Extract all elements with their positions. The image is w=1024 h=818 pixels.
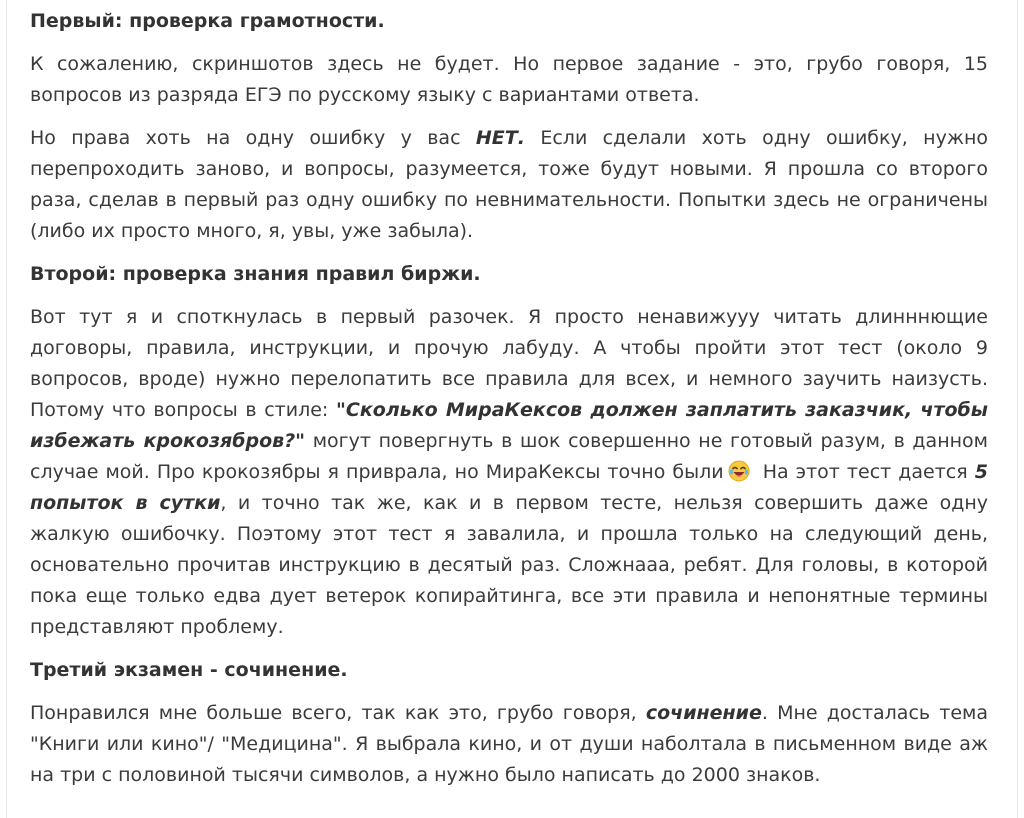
left-divider (6, 0, 7, 818)
section-heading-essay: Третий экзамен - сочинение. (30, 659, 348, 681)
laughing-face-emoji-icon (728, 460, 750, 482)
section-heading-literacy: Первый: проверка грамотности. (30, 10, 385, 32)
right-divider (1017, 0, 1018, 818)
emphasis-no: НЕТ. (475, 127, 525, 149)
text-fragment: Понравился мне больше всего, так как это, грубо говоря, (30, 702, 646, 724)
text-fragment: Если сделали хоть одну ошибку, нужно перепроходить заново, и вопросы, разумеется, тоже будут новыми. Я прошла со второго раза, сделав в первый раз одну ошибку по невнимательности. Попытки здесь не ограничены (либо их просто много, я, увы, уже забыла). (30, 127, 988, 242)
paragraph-essay (30, 698, 988, 791)
text-fragment: . Мне досталась тема "Книги или кино"/ "Медицина". Я выбрала кино, и от души наболтала в письменном виде аж на три с половиной тысячи символов, а нужно было написать до 2000 знаков. (30, 702, 988, 786)
paragraph-literacy-rules (30, 123, 988, 247)
paragraph-exchange-rules (30, 302, 988, 643)
article-body (30, 6, 988, 803)
paragraph-literacy-intro: К сожалению, скриншотов здесь не будет. Но первое задание - это, грубо говоря, 15 вопросов из разряда ЕГЭ по русскому языку с вариантами ответа. (30, 53, 988, 106)
emphasis-attempts: 5 попыток в сутки (30, 461, 988, 514)
section-heading-exchange-rules: Второй: проверка знания правил биржи. (30, 263, 481, 285)
text-fragment: Вот тут я и споткнулась в первый разочек. Я просто ненавижууу читать длинннющие договоры, правила, инструкции, и прочую лабуду. А чтобы пройти этот тест (около 9 вопросов, вроде) нужно перелопатить все правила для всех, и немного заучить наизусть. Потому что вопросы в стиле: (30, 306, 988, 421)
emphasis-quote: "Сколько МираКексов должен заплатить заказчик, чтобы избежать крокозябров?" (30, 399, 988, 452)
text-fragment: , и точно так же, как и в первом тесте, нельзя совершить даже одну жалкую ошибочку. Поэтому этот тест я завалила, и прошла только на следующий день, основательно прочитав инструкцию в десятый раз. Сложнааа, ребят. Для головы, в которой пока еще только едва дует ветерок копирайтинга, все эти правила и непонятные термины представляют проблему. (30, 492, 989, 638)
emphasis-essay: сочинение (645, 702, 762, 724)
text-fragment: могут повергнуть в шок совершенно не готовый разум, в данном случае мой. Про крокозябры я приврала, но МираКексы точно были (30, 430, 988, 483)
text-fragment: Но права хоть на одну ошибку у вас (30, 127, 476, 149)
text-fragment: На этот тест дается (755, 461, 975, 483)
